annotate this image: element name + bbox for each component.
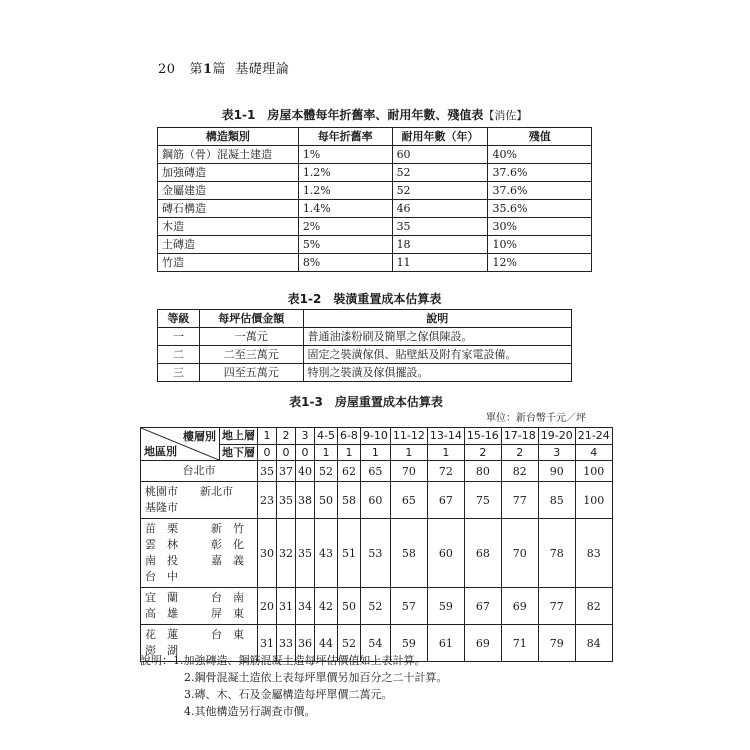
cost-value: 54 bbox=[360, 625, 390, 662]
cost-value: 35 bbox=[296, 519, 315, 588]
cost-value: 78 bbox=[538, 519, 575, 588]
cost-value: 67 bbox=[464, 588, 501, 625]
floor-corner-label: 樓層別 bbox=[183, 430, 216, 443]
cost-value: 31 bbox=[277, 588, 296, 625]
basement-number: 0 bbox=[277, 444, 296, 461]
basement-number: 0 bbox=[296, 444, 315, 461]
cost-value: 84 bbox=[575, 625, 612, 662]
table-cell: 60 bbox=[392, 146, 488, 164]
table-cell: 2% bbox=[298, 218, 392, 236]
cost-value: 30 bbox=[258, 519, 277, 588]
cost-value: 77 bbox=[538, 588, 575, 625]
cost-value: 77 bbox=[501, 482, 538, 519]
region-name: 澎 湖 bbox=[145, 644, 178, 657]
cost-value: 90 bbox=[538, 461, 575, 482]
region-name: 桃園市 新北市 bbox=[145, 485, 233, 498]
table-row bbox=[158, 182, 592, 200]
table-cell: 一 bbox=[158, 328, 200, 346]
basement-number: 0 bbox=[258, 444, 277, 461]
cost-value: 52 bbox=[360, 588, 390, 625]
table-cell: 10% bbox=[488, 236, 592, 254]
cost-value: 80 bbox=[464, 461, 501, 482]
region-name: 台 中 bbox=[145, 570, 178, 583]
table1-caption bbox=[157, 106, 592, 123]
column-header: 說明 bbox=[303, 310, 571, 328]
cost-value: 71 bbox=[501, 625, 538, 662]
table-cell: 磚石構造 bbox=[158, 200, 299, 218]
basement-number: 1 bbox=[427, 444, 464, 461]
cost-value: 34 bbox=[296, 588, 315, 625]
table-cell: 金屬建造 bbox=[158, 182, 299, 200]
cost-value: 69 bbox=[464, 625, 501, 662]
region-name: 南 投 嘉 義 bbox=[145, 554, 244, 567]
page-header bbox=[158, 58, 289, 77]
column-header: 構造類別 bbox=[158, 128, 299, 146]
basement-number: 4 bbox=[575, 444, 612, 461]
region-name: 花 蓮 台 東 bbox=[145, 628, 244, 641]
table3-caption: 表1-3 房屋重置成本估算表 bbox=[289, 395, 443, 409]
table-cell: 1.2% bbox=[298, 182, 392, 200]
region-name: 宜 蘭 台 南 bbox=[145, 591, 244, 604]
cost-value: 65 bbox=[390, 482, 427, 519]
corner-cell bbox=[141, 428, 220, 461]
table-row bbox=[158, 328, 572, 346]
cost-value: 69 bbox=[501, 588, 538, 625]
part-suffix: 篇 bbox=[212, 62, 227, 77]
table-cell: 固定之裝潢傢俱、貼壁紙及附有家電設備。 bbox=[303, 346, 571, 364]
replacement-cost-table bbox=[140, 427, 613, 662]
cost-value: 75 bbox=[464, 482, 501, 519]
table1-caption-note: 【消佐】 bbox=[483, 109, 528, 122]
basement-number: 2 bbox=[464, 444, 501, 461]
table-cell: 鋼筋（骨）混凝土建造 bbox=[158, 146, 299, 164]
table-cell: 三 bbox=[158, 364, 200, 382]
table-row bbox=[158, 146, 592, 164]
table-cell: 5% bbox=[298, 236, 392, 254]
region-name: 台北市 bbox=[182, 464, 216, 477]
note-line: 3.磚、木、石及金屬構造每坪單價二萬元。 bbox=[184, 688, 393, 701]
floor-number: 3 bbox=[296, 428, 315, 445]
cost-value: 53 bbox=[360, 519, 390, 588]
table-cell: 37.6% bbox=[488, 164, 592, 182]
table-cell: 加強磚造 bbox=[158, 164, 299, 182]
basement-number: 1 bbox=[390, 444, 427, 461]
table-cell: 土磚造 bbox=[158, 236, 299, 254]
region-corner-label: 地區別 bbox=[144, 445, 177, 458]
cost-value: 32 bbox=[277, 519, 296, 588]
above-ground-label: 地上層 bbox=[220, 428, 258, 445]
basement-number: 2 bbox=[501, 444, 538, 461]
cost-value: 61 bbox=[427, 625, 464, 662]
cost-value: 31 bbox=[258, 625, 277, 662]
table-cell: 18 bbox=[392, 236, 488, 254]
cost-value: 23 bbox=[258, 482, 277, 519]
table-cell: 46 bbox=[392, 200, 488, 218]
table-cell: 52 bbox=[392, 164, 488, 182]
cost-value: 62 bbox=[337, 461, 360, 482]
table-cell: 二 bbox=[158, 346, 200, 364]
cost-value: 58 bbox=[337, 482, 360, 519]
cost-value: 82 bbox=[575, 588, 612, 625]
cost-value: 42 bbox=[315, 588, 338, 625]
cost-value: 37 bbox=[277, 461, 296, 482]
cost-value: 100 bbox=[575, 461, 612, 482]
table-cell: 35.6% bbox=[488, 200, 592, 218]
cost-value: 44 bbox=[315, 625, 338, 662]
cost-value: 82 bbox=[501, 461, 538, 482]
part-title: 基礎理論 bbox=[235, 62, 290, 77]
table-cell: 11 bbox=[392, 254, 488, 272]
table-row bbox=[158, 236, 592, 254]
note-line: 說明：1.加強磚造、鋼筋混凝土造每坪估價值如上表計算。 bbox=[140, 654, 426, 667]
cost-value: 60 bbox=[360, 482, 390, 519]
cost-value: 85 bbox=[538, 482, 575, 519]
note-line: 2.鋼骨混凝土造依上表每坪單價另加百分之二十計算。 bbox=[184, 671, 448, 684]
floor-number: 19-20 bbox=[538, 428, 575, 445]
basement-number: 3 bbox=[538, 444, 575, 461]
table-row bbox=[158, 364, 572, 382]
region-cell bbox=[141, 461, 258, 482]
part-number: 1 bbox=[202, 62, 213, 77]
table-cell: 特別之裝潢及傢俱擺設。 bbox=[303, 364, 571, 382]
floor-number: 6-8 bbox=[337, 428, 360, 445]
cost-value: 79 bbox=[538, 625, 575, 662]
part-prefix: 第 bbox=[189, 62, 203, 77]
cost-value: 65 bbox=[360, 461, 390, 482]
cost-value: 83 bbox=[575, 519, 612, 588]
basement-number: 1 bbox=[315, 444, 338, 461]
cost-value: 33 bbox=[277, 625, 296, 662]
cost-value: 20 bbox=[258, 588, 277, 625]
cost-value: 43 bbox=[315, 519, 338, 588]
table-cell: 1.4% bbox=[298, 200, 392, 218]
cost-value: 51 bbox=[337, 519, 360, 588]
cost-value: 70 bbox=[390, 461, 427, 482]
table-cell: 普通油漆粉刷及簡單之傢俱陳設。 bbox=[303, 328, 571, 346]
column-header: 每年折舊率 bbox=[298, 128, 392, 146]
cost-value: 60 bbox=[427, 519, 464, 588]
unit-label: 單位：新台幣千元／坪 bbox=[486, 413, 586, 424]
table-row bbox=[158, 218, 592, 236]
floor-number: 11-12 bbox=[390, 428, 427, 445]
table-cell: 二至三萬元 bbox=[199, 346, 303, 364]
table2-caption: 表1-2 裝潢重置成本估算表 bbox=[287, 292, 442, 306]
cost-value: 38 bbox=[296, 482, 315, 519]
table-cell: 一萬元 bbox=[199, 328, 303, 346]
cost-value: 68 bbox=[464, 519, 501, 588]
cost-value: 59 bbox=[427, 588, 464, 625]
table-row bbox=[158, 200, 592, 218]
floor-number: 17-18 bbox=[501, 428, 538, 445]
above-ground-row bbox=[141, 428, 613, 445]
floor-number: 4-5 bbox=[315, 428, 338, 445]
table-cell: 1.2% bbox=[298, 164, 392, 182]
floor-number: 1 bbox=[258, 428, 277, 445]
table-cell: 30% bbox=[488, 218, 592, 236]
table-cell: 四至五萬元 bbox=[199, 364, 303, 382]
table-row bbox=[158, 254, 592, 272]
cost-value: 35 bbox=[258, 461, 277, 482]
column-header: 耐用年數（年） bbox=[392, 128, 488, 146]
table-row bbox=[158, 346, 572, 364]
cost-value: 35 bbox=[277, 482, 296, 519]
region-name: 雲 林 彰 化 bbox=[145, 538, 244, 551]
floor-number: 2 bbox=[277, 428, 296, 445]
table1-caption-text: 表1-1 房屋本體每年折舊率、耐用年數、殘值表 bbox=[221, 108, 484, 122]
table-header-row bbox=[158, 310, 572, 328]
table-cell: 8% bbox=[298, 254, 392, 272]
table-cell: 1% bbox=[298, 146, 392, 164]
page-number: 20 bbox=[158, 62, 176, 77]
cost-value: 100 bbox=[575, 482, 612, 519]
table-header-row bbox=[158, 128, 592, 146]
table-cell: 12% bbox=[488, 254, 592, 272]
floor-number: 15-16 bbox=[464, 428, 501, 445]
table-row bbox=[141, 482, 613, 519]
table-cell: 竹造 bbox=[158, 254, 299, 272]
depreciation-table bbox=[157, 127, 592, 272]
column-header: 等級 bbox=[158, 310, 200, 328]
region-name: 苗 栗 新 竹 bbox=[145, 522, 244, 535]
cost-value: 58 bbox=[390, 519, 427, 588]
table-cell: 木造 bbox=[158, 218, 299, 236]
table-cell: 40% bbox=[488, 146, 592, 164]
column-header: 殘值 bbox=[488, 128, 592, 146]
table-row bbox=[158, 164, 592, 182]
cost-value: 36 bbox=[296, 625, 315, 662]
basement-number: 1 bbox=[360, 444, 390, 461]
cost-value: 52 bbox=[315, 461, 338, 482]
basement-number: 1 bbox=[337, 444, 360, 461]
region-name: 基隆市 bbox=[145, 501, 178, 514]
table-row bbox=[141, 588, 613, 625]
table-cell: 35 bbox=[392, 218, 488, 236]
below-ground-label: 地下層 bbox=[220, 444, 258, 461]
cost-value: 70 bbox=[501, 519, 538, 588]
floor-number: 13-14 bbox=[427, 428, 464, 445]
table3-notes bbox=[140, 652, 592, 720]
region-cell bbox=[141, 588, 258, 625]
region-cell bbox=[141, 482, 258, 519]
note-line: 4.其他構造另行調查市價。 bbox=[184, 705, 316, 718]
cost-value: 59 bbox=[390, 625, 427, 662]
table-row bbox=[141, 519, 613, 588]
cost-value: 50 bbox=[315, 482, 338, 519]
table-cell: 37.6% bbox=[488, 182, 592, 200]
cost-value: 72 bbox=[427, 461, 464, 482]
table-row bbox=[141, 461, 613, 482]
column-header: 每坪估價金額 bbox=[199, 310, 303, 328]
region-name: 高 雄 屏 東 bbox=[145, 607, 244, 620]
region-cell bbox=[141, 519, 258, 588]
floor-number: 21-24 bbox=[575, 428, 612, 445]
floor-number: 9-10 bbox=[360, 428, 390, 445]
cost-value: 57 bbox=[390, 588, 427, 625]
cost-value: 52 bbox=[337, 625, 360, 662]
cost-value: 50 bbox=[337, 588, 360, 625]
cost-value: 40 bbox=[296, 461, 315, 482]
cost-value: 67 bbox=[427, 482, 464, 519]
table-cell: 52 bbox=[392, 182, 488, 200]
decoration-cost-table bbox=[157, 309, 572, 382]
